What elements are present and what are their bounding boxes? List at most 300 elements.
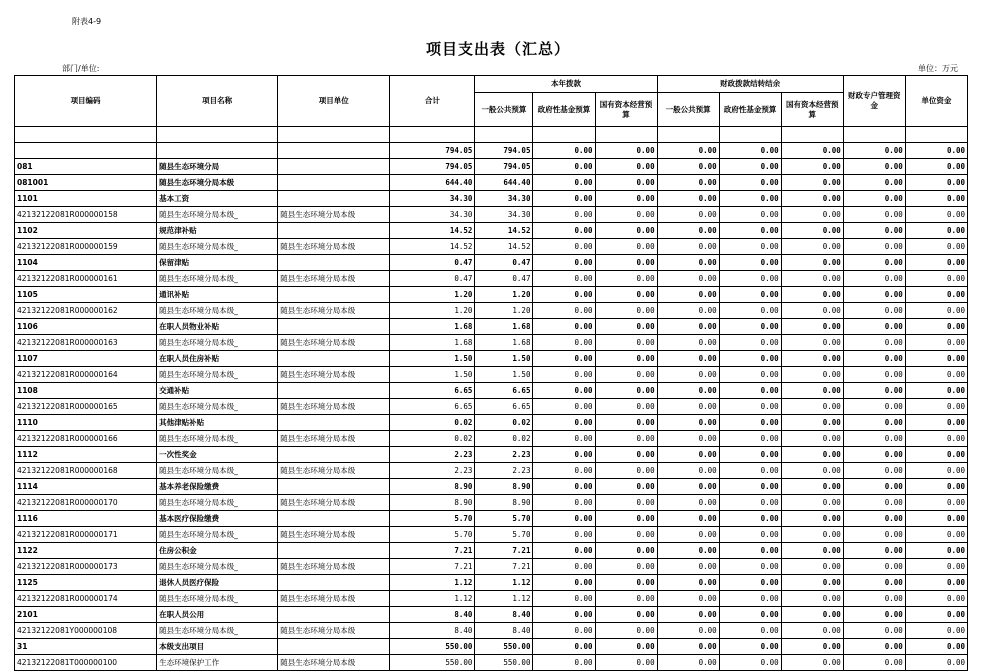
cell-value: 0.00 [657, 271, 719, 287]
cell-value: 8.90 [390, 495, 475, 511]
header-gen-public-carry: 一般公共预算 [657, 93, 719, 127]
cell-value: 0.00 [719, 431, 781, 447]
cell-value: 0.00 [719, 367, 781, 383]
table-row [15, 655, 968, 671]
cell-value: 0.00 [843, 367, 905, 383]
cell-value: 14.52 [475, 239, 533, 255]
cell-value: 644.40 [390, 175, 475, 191]
cell-name: 基本医疗保险缴费 [157, 511, 278, 527]
cell-value: 0.00 [781, 223, 843, 239]
cell-value: 0.00 [595, 287, 657, 303]
cell-name: 随县生态环境分局 [157, 159, 278, 175]
cell-name: 随县生态环境分局本级_ [157, 591, 278, 607]
cell-value: 0.00 [595, 463, 657, 479]
cell-name: 随县生态环境分局本级 [157, 175, 278, 191]
cell-value: 0.00 [719, 319, 781, 335]
cell-code: 42132122081R000000164 [15, 367, 157, 383]
cell-value: 0.00 [533, 287, 595, 303]
cell-value: 0.00 [781, 543, 843, 559]
cell-value: 0.00 [657, 383, 719, 399]
cell-value: 1.20 [475, 287, 533, 303]
cell-value: 0.00 [657, 335, 719, 351]
cell-value: 0.00 [657, 639, 719, 655]
cell-value: 0.00 [595, 575, 657, 591]
cell-value: 0.00 [595, 415, 657, 431]
cell-value: 7.21 [390, 559, 475, 575]
cell-value: 0.00 [905, 479, 967, 495]
cell-value: 0.00 [905, 655, 967, 671]
cell-value: 0.00 [595, 255, 657, 271]
cell-value: 0.00 [905, 175, 967, 191]
cell-value: 0.00 [781, 415, 843, 431]
cell-value: 0.00 [781, 447, 843, 463]
cell-value: 0.00 [843, 623, 905, 639]
cell-value: 0.00 [533, 399, 595, 415]
cell-value: 0.00 [719, 223, 781, 239]
cell-value: 1.20 [390, 303, 475, 319]
cell-value: 0.00 [781, 287, 843, 303]
cell-value: 0.00 [843, 495, 905, 511]
cell-value: 0.00 [781, 431, 843, 447]
cell-value: 0.00 [719, 399, 781, 415]
cell-value: 0.00 [595, 479, 657, 495]
cell-value: 794.05 [390, 159, 475, 175]
header-gov-fund-carry: 政府性基金预算 [719, 93, 781, 127]
cell-value: 550.00 [475, 655, 533, 671]
cell-value: 1.50 [475, 367, 533, 383]
cell-value: 8.90 [390, 479, 475, 495]
cell-value: 0.00 [719, 287, 781, 303]
cell-name: 随县生态环境分局本级_ [157, 271, 278, 287]
table-row [15, 559, 968, 575]
cell-value: 0.00 [719, 495, 781, 511]
cell-value: 0.00 [533, 383, 595, 399]
cell-value: 0.00 [533, 607, 595, 623]
cell-value: 0.00 [719, 639, 781, 655]
cell-value: 2.23 [390, 463, 475, 479]
cell-code: 1122 [15, 543, 157, 559]
cell-value: 0.00 [905, 623, 967, 639]
cell-value: 0.00 [905, 159, 967, 175]
cell-unit [278, 415, 390, 431]
cell-unit: 随县生态环境分局本级 [278, 527, 390, 543]
cell-value: 0.00 [533, 495, 595, 511]
table-row [15, 287, 968, 303]
cell-value: 0.00 [843, 655, 905, 671]
cell-value: 0.00 [843, 335, 905, 351]
cell-value: 0.00 [595, 351, 657, 367]
cell-value: 0.00 [533, 223, 595, 239]
cell-value: 0.00 [843, 287, 905, 303]
cell-unit [278, 543, 390, 559]
cell-value: 0.00 [843, 607, 905, 623]
cell-value: 0.00 [533, 655, 595, 671]
cell-value: 0.00 [533, 415, 595, 431]
cell-value: 2.23 [390, 447, 475, 463]
table-row [15, 527, 968, 543]
cell-value: 0.00 [719, 543, 781, 559]
cell-value: 0.00 [533, 623, 595, 639]
cell-value: 0.00 [595, 543, 657, 559]
cell-value: 14.52 [390, 223, 475, 239]
cell-value: 0.00 [533, 271, 595, 287]
cell-value: 0.00 [657, 159, 719, 175]
cell-value: 0.00 [905, 575, 967, 591]
cell-value: 0.00 [719, 383, 781, 399]
cell-value: 0.00 [781, 271, 843, 287]
cell-value: 0.00 [657, 223, 719, 239]
cell-value: 1.50 [390, 351, 475, 367]
cell-value: 0.00 [657, 255, 719, 271]
cell-value: 0.47 [390, 255, 475, 271]
cell-value: 0.00 [905, 639, 967, 655]
cell-name: 随县生态环境分局本级_ [157, 495, 278, 511]
cell-value: 1.20 [475, 303, 533, 319]
cell-value: 0.00 [595, 431, 657, 447]
table-row [15, 191, 968, 207]
cell-unit: 随县生态环境分局本级 [278, 591, 390, 607]
cell-unit: 随县生态环境分局本级 [278, 399, 390, 415]
cell-value: 0.00 [781, 527, 843, 543]
cell-value: 0.02 [475, 431, 533, 447]
cell-value: 0.00 [533, 463, 595, 479]
header-name: 项目名称 [157, 76, 278, 127]
cell-value: 0.00 [657, 543, 719, 559]
cell-value: 0.00 [533, 255, 595, 271]
cell-value: 0.00 [905, 543, 967, 559]
cell-value: 0.00 [843, 591, 905, 607]
cell-value: 0.00 [533, 431, 595, 447]
cell-value: 0.00 [595, 655, 657, 671]
cell-code [15, 143, 157, 159]
cell-name: 在职人员物业补贴 [157, 319, 278, 335]
table-row [15, 543, 968, 559]
cell-code: 1102 [15, 223, 157, 239]
cell-code: 42132122081R000000171 [15, 527, 157, 543]
cell-value: 0.00 [719, 191, 781, 207]
cell-unit: 随县生态环境分局本级 [278, 367, 390, 383]
cell-value: 0.00 [719, 351, 781, 367]
table-row [15, 591, 968, 607]
table-row [15, 271, 968, 287]
cell-name: 在职人员住房补贴 [157, 351, 278, 367]
cell-value: 0.00 [595, 383, 657, 399]
cell-value: 0.00 [533, 303, 595, 319]
cell-value: 0.00 [781, 239, 843, 255]
cell-value: 0.00 [595, 159, 657, 175]
cell-code: 42132122081R000000161 [15, 271, 157, 287]
cell-value: 0.00 [905, 431, 967, 447]
cell-value: 0.00 [843, 399, 905, 415]
cell-value: 34.30 [390, 191, 475, 207]
cell-unit: 随县生态环境分局本级 [278, 559, 390, 575]
header-state-capital-carry: 国有资本经营预算 [781, 93, 843, 127]
cell-unit [278, 223, 390, 239]
cell-value: 0.00 [843, 479, 905, 495]
cell-value: 0.00 [843, 143, 905, 159]
cell-value: 0.47 [475, 255, 533, 271]
table-row [15, 351, 968, 367]
cell-value: 0.00 [533, 319, 595, 335]
cell-value: 0.00 [657, 175, 719, 191]
table-row [15, 335, 968, 351]
cell-value: 0.00 [905, 207, 967, 223]
cell-unit [278, 575, 390, 591]
cell-value: 0.00 [657, 495, 719, 511]
cell-code: 42132122081R000000166 [15, 431, 157, 447]
table-row [15, 319, 968, 335]
cell-value: 0.00 [781, 639, 843, 655]
cell-value: 0.00 [719, 143, 781, 159]
cell-value: 0.00 [781, 607, 843, 623]
cell-value: 0.00 [905, 463, 967, 479]
table-row [15, 639, 968, 655]
header-unit-funds: 单位资金 [905, 76, 967, 127]
cell-code: 1112 [15, 447, 157, 463]
cell-value: 0.00 [905, 399, 967, 415]
cell-name: 本级支出项目 [157, 639, 278, 655]
cell-value: 34.30 [475, 191, 533, 207]
header-unit: 项目单位 [278, 76, 390, 127]
cell-value: 0.00 [533, 447, 595, 463]
cell-value: 0.00 [843, 463, 905, 479]
cell-value: 0.00 [719, 255, 781, 271]
cell-value: 0.00 [781, 351, 843, 367]
attachment-label: 附表4-9 [72, 17, 102, 26]
cell-value: 0.00 [657, 559, 719, 575]
cell-value: 0.00 [781, 495, 843, 511]
cell-value: 0.00 [595, 335, 657, 351]
cell-value: 0.00 [843, 303, 905, 319]
cell-value: 0.00 [595, 367, 657, 383]
cell-value: 0.00 [905, 319, 967, 335]
cell-code: 2101 [15, 607, 157, 623]
cell-value: 1.12 [390, 591, 475, 607]
cell-value: 0.00 [843, 511, 905, 527]
cell-unit: 随县生态环境分局本级 [278, 207, 390, 223]
table-row [15, 367, 968, 383]
cell-value: 0.00 [719, 575, 781, 591]
cell-value: 0.00 [843, 351, 905, 367]
cell-value: 0.00 [657, 351, 719, 367]
header-state-capital: 国有资本经营预算 [595, 93, 657, 127]
cell-value: 14.52 [390, 239, 475, 255]
cell-name: 随县生态环境分局本级_ [157, 431, 278, 447]
cell-value: 7.21 [390, 543, 475, 559]
cell-value: 550.00 [390, 639, 475, 655]
cell-value: 1.12 [475, 575, 533, 591]
cell-unit: 随县生态环境分局本级 [278, 431, 390, 447]
cell-unit [278, 175, 390, 191]
cell-value: 0.00 [843, 415, 905, 431]
cell-value: 550.00 [390, 655, 475, 671]
cell-value: 0.00 [595, 303, 657, 319]
cell-code: 081001 [15, 175, 157, 191]
cell-value: 0.00 [781, 175, 843, 191]
cell-unit [278, 639, 390, 655]
cell-value: 0.02 [390, 431, 475, 447]
cell-value: 0.00 [657, 367, 719, 383]
cell-value: 0.02 [475, 415, 533, 431]
table-row [15, 399, 968, 415]
cell-value: 0.00 [657, 575, 719, 591]
cell-value: 0.00 [781, 367, 843, 383]
cell-value: 1.50 [475, 351, 533, 367]
cell-value: 1.68 [475, 319, 533, 335]
cell-value: 7.21 [475, 543, 533, 559]
cell-value: 0.00 [533, 207, 595, 223]
cell-value: 0.00 [595, 319, 657, 335]
cell-value: 8.40 [475, 623, 533, 639]
table-row [15, 255, 968, 271]
cell-value: 1.68 [475, 335, 533, 351]
cell-value: 0.00 [533, 543, 595, 559]
table-row [15, 383, 968, 399]
cell-name: 随县生态环境分局本级_ [157, 463, 278, 479]
cell-code: 42132122081Y000000108 [15, 623, 157, 639]
cell-value: 0.00 [843, 191, 905, 207]
cell-value: 34.30 [390, 207, 475, 223]
cell-value: 0.00 [657, 303, 719, 319]
cell-code: 42132122081R000000162 [15, 303, 157, 319]
cell-value: 6.65 [390, 399, 475, 415]
table-row [15, 207, 968, 223]
cell-unit [278, 479, 390, 495]
cell-code: 1110 [15, 415, 157, 431]
cell-unit [278, 159, 390, 175]
cell-value: 0.00 [905, 255, 967, 271]
table-row [15, 463, 968, 479]
header-code: 项目编码 [15, 76, 157, 127]
cell-name: 随县生态环境分局本级_ [157, 623, 278, 639]
cell-value: 0.00 [533, 143, 595, 159]
header-group-current: 本年拨款 [475, 76, 657, 93]
cell-value: 0.00 [719, 335, 781, 351]
cell-value: 0.00 [657, 511, 719, 527]
cell-value: 0.00 [781, 383, 843, 399]
table-row [15, 303, 968, 319]
cell-value: 5.70 [390, 511, 475, 527]
cell-value: 0.00 [781, 399, 843, 415]
cell-value: 0.00 [657, 527, 719, 543]
cell-value: 0.00 [657, 319, 719, 335]
cell-value: 0.00 [719, 655, 781, 671]
cell-value: 0.00 [719, 559, 781, 575]
cell-value: 0.00 [719, 479, 781, 495]
cell-name: 随县生态环境分局本级_ [157, 335, 278, 351]
cell-value: 0.00 [905, 351, 967, 367]
cell-unit [278, 607, 390, 623]
cell-value: 0.00 [595, 191, 657, 207]
cell-code: 42132122081R000000173 [15, 559, 157, 575]
cell-value: 0.00 [657, 431, 719, 447]
cell-value: 0.00 [719, 447, 781, 463]
cell-value: 8.40 [475, 607, 533, 623]
cell-value: 0.00 [533, 575, 595, 591]
header-gov-fund: 政府性基金预算 [533, 93, 595, 127]
cell-value: 0.00 [533, 159, 595, 175]
cell-unit: 随县生态环境分局本级 [278, 623, 390, 639]
cell-code: 1116 [15, 511, 157, 527]
cell-value: 0.00 [781, 255, 843, 271]
cell-name: 随县生态环境分局本级_ [157, 239, 278, 255]
cell-value: 0.00 [657, 287, 719, 303]
cell-value: 0.00 [719, 415, 781, 431]
cell-value: 0.00 [905, 415, 967, 431]
cell-value: 0.00 [843, 575, 905, 591]
cell-value: 0.00 [905, 607, 967, 623]
page-title: 项目支出表（汇总） [425, 40, 570, 58]
cell-value: 0.00 [533, 479, 595, 495]
cell-name: 在职人员公用 [157, 607, 278, 623]
cell-value: 0.00 [843, 223, 905, 239]
cell-value: 1.12 [390, 575, 475, 591]
cell-value: 0.00 [905, 191, 967, 207]
cell-value: 0.00 [719, 607, 781, 623]
cell-value: 0.00 [533, 239, 595, 255]
table-row [15, 175, 968, 191]
cell-value: 0.00 [595, 271, 657, 287]
cell-value: 7.21 [475, 559, 533, 575]
cell-value: 0.00 [595, 559, 657, 575]
cell-value: 0.00 [905, 287, 967, 303]
cell-value: 0.00 [719, 159, 781, 175]
cell-value: 794.05 [475, 143, 533, 159]
cell-value: 0.00 [843, 559, 905, 575]
cell-value: 0.00 [533, 511, 595, 527]
cell-value: 0.00 [905, 511, 967, 527]
cell-value: 1.50 [390, 367, 475, 383]
cell-value: 0.00 [843, 175, 905, 191]
table-row [15, 143, 968, 159]
cell-name: 基本养老保险缴费 [157, 479, 278, 495]
table-row [15, 447, 968, 463]
cell-name: 随县生态环境分局本级_ [157, 559, 278, 575]
cell-value: 550.00 [475, 639, 533, 655]
cell-value: 0.00 [533, 367, 595, 383]
cell-value: 0.00 [781, 335, 843, 351]
cell-unit: 随县生态环境分局本级 [278, 463, 390, 479]
cell-code: 1106 [15, 319, 157, 335]
cell-unit: 随县生态环境分局本级 [278, 655, 390, 671]
cell-value: 0.00 [781, 159, 843, 175]
cell-value: 0.00 [781, 575, 843, 591]
cell-unit [278, 143, 390, 159]
cell-value: 0.00 [595, 607, 657, 623]
cell-code: 1108 [15, 383, 157, 399]
cell-code: 1107 [15, 351, 157, 367]
cell-value: 0.00 [905, 223, 967, 239]
table-row [15, 431, 968, 447]
cell-value: 8.40 [390, 607, 475, 623]
cell-value: 5.70 [390, 527, 475, 543]
cell-value: 0.00 [719, 175, 781, 191]
cell-value: 0.00 [843, 159, 905, 175]
cell-value: 0.00 [781, 303, 843, 319]
cell-value: 0.00 [595, 143, 657, 159]
cell-value: 0.00 [595, 623, 657, 639]
cell-value: 0.00 [843, 527, 905, 543]
cell-name: 通讯补贴 [157, 287, 278, 303]
cell-value: 0.00 [595, 175, 657, 191]
cell-value: 0.00 [719, 303, 781, 319]
cell-value: 0.00 [781, 463, 843, 479]
cell-value: 0.00 [657, 191, 719, 207]
cell-value: 0.00 [657, 623, 719, 639]
cell-value: 0.00 [657, 463, 719, 479]
cell-code: 1114 [15, 479, 157, 495]
cell-value: 0.00 [781, 207, 843, 223]
